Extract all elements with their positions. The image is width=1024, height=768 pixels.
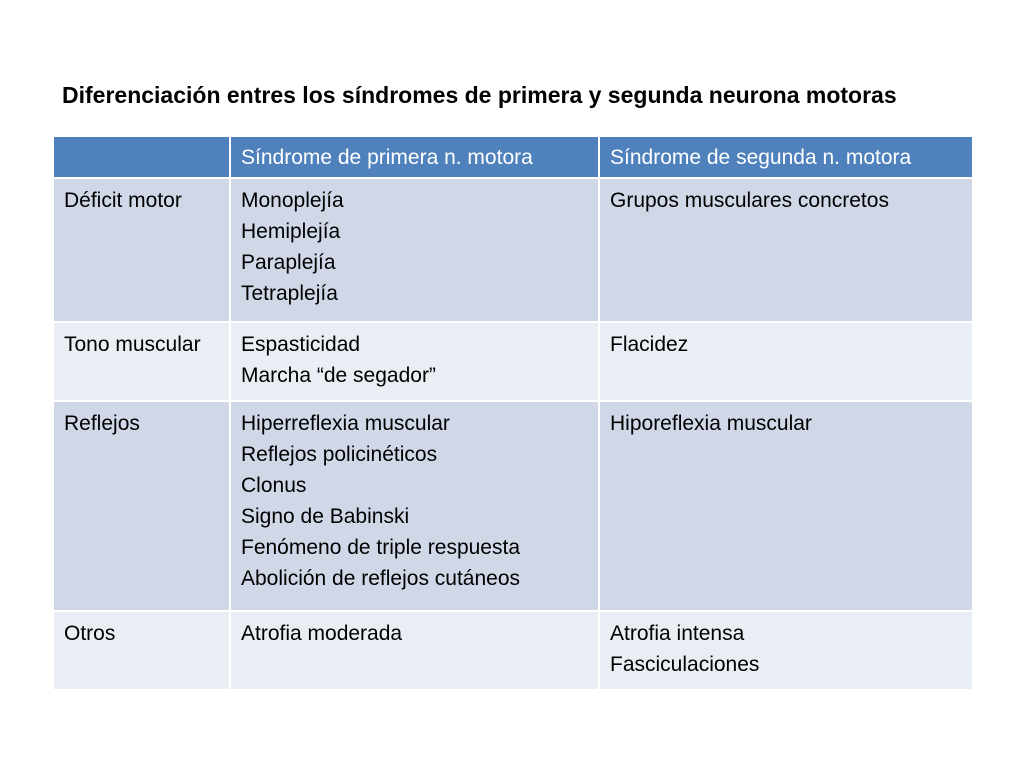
cell-line: Abolición de reflejos cutáneos [241,567,521,590]
row-label: Otros [53,611,230,690]
cell-primera [230,178,599,322]
cell-line: Atrofia intensa [610,622,745,645]
cell-segunda [599,611,973,690]
cell-line: Grupos musculares concretos [610,189,889,212]
cell-line: Flacidez [610,333,689,356]
cell-segunda [599,178,973,322]
row-label: Déficit motor [53,178,230,322]
cell-primera [230,611,599,690]
table-row-otros [53,611,973,690]
cell-line: Reflejos policinéticos [241,443,438,466]
cell-line: Hiporeflexia muscular [610,412,812,435]
table-row-reflejos [53,401,973,611]
cell-primera [230,401,599,611]
header-primera-motora: Síndrome de primera n. motora [230,136,599,178]
cell-line: Clonus [241,474,307,497]
cell-line: Fenómeno de triple respuesta [241,536,520,559]
cell-line: Espasticidad [241,333,361,356]
cell-line: Atrofia moderada [241,622,403,645]
cell-line: Monoplejía [241,189,344,212]
cell-segunda [599,322,973,401]
table-row-tono-muscular [53,322,973,401]
table-row-deficit-motor [53,178,973,322]
cell-primera [230,322,599,401]
slide-title: Diferenciación entres los síndromes de primera y segunda neurona motoras [62,82,897,108]
cell-segunda [599,401,973,611]
cell-line: Signo de Babinski [241,505,410,528]
cell-line: Fasciculaciones [610,653,760,676]
cell-line: Tetraplejía [241,282,338,305]
cell-line: Paraplejía [241,251,336,274]
header-segunda-motora: Síndrome de segunda n. motora [599,136,973,178]
comparison-table [52,135,974,691]
cell-line: Hiperreflexia muscular [241,412,450,435]
table-header-row [53,136,973,178]
cell-line: Marcha “de segador” [241,364,436,387]
cell-line: Hemiplejía [241,220,341,243]
row-label: Reflejos [53,401,230,611]
row-label: Tono muscular [53,322,230,401]
header-empty-cell [53,136,230,178]
